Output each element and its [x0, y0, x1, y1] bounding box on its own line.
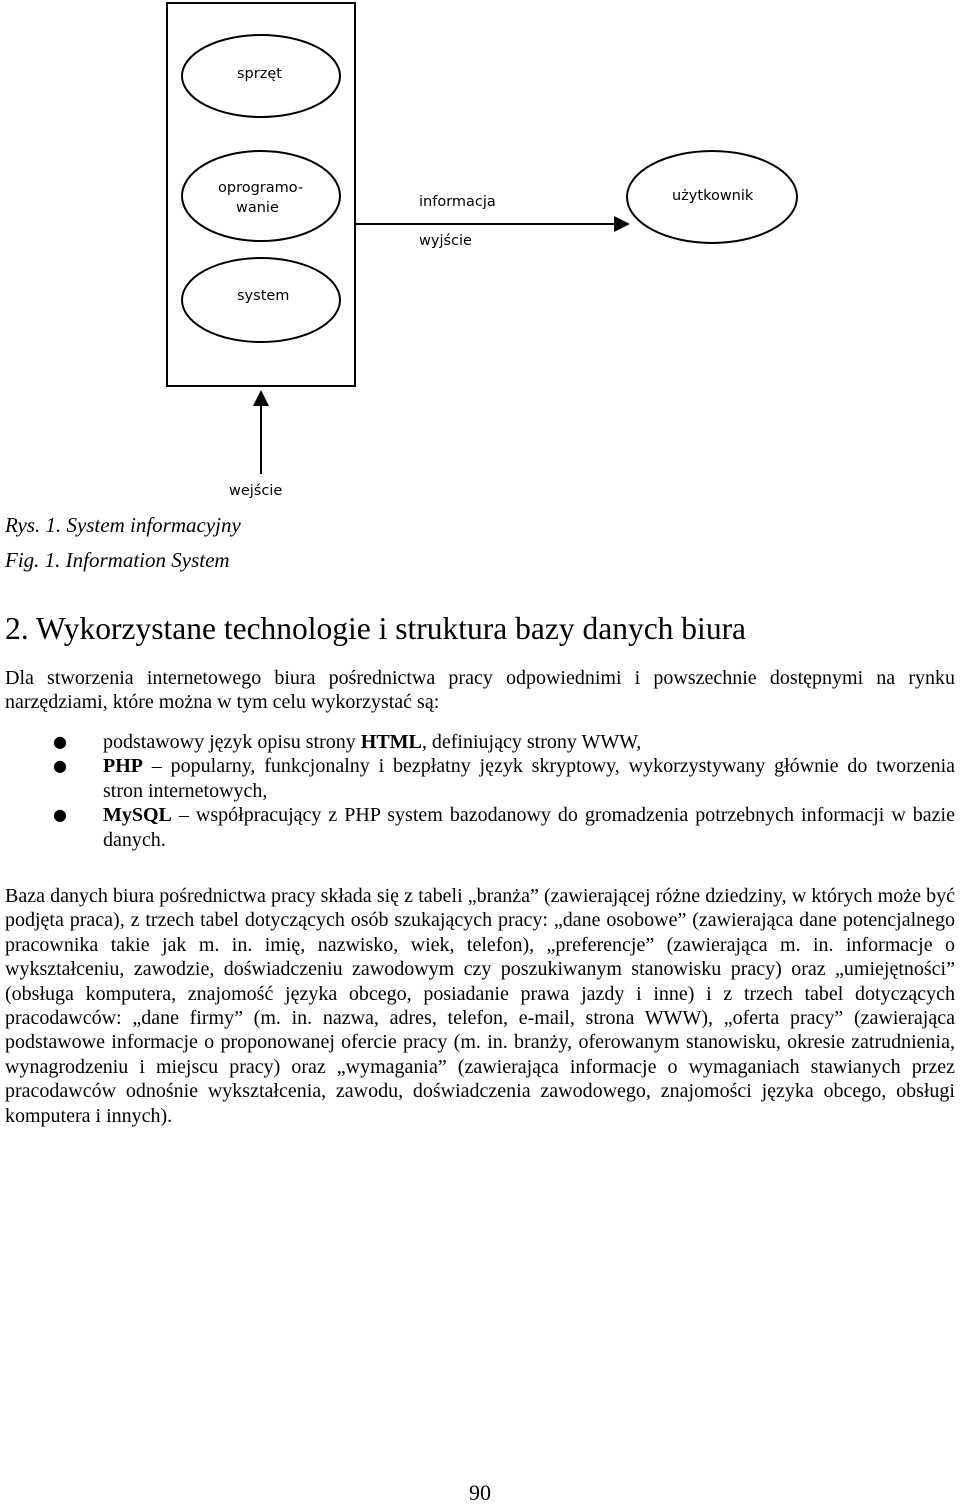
list-item-html: ● podstawowy język opisu strony HTML, definiujący strony WWW,	[53, 731, 642, 753]
figure-caption-pl: Rys. 1. System informacyjny	[5, 513, 241, 537]
arrowhead-right-icon	[614, 216, 630, 232]
list-item-php: ● PHP – popularny, funkcjonalny i bezpłatny język skryptowy, wykorzystywany głównie do tworzenia stron internetowych,	[53, 755, 955, 802]
hardware-label: sprzęt	[237, 66, 282, 82]
bullet-icon: ●	[53, 732, 67, 751]
software-label-line2: wanie	[236, 200, 279, 216]
section-heading: 2. Wykorzystane technologie i struktura bazy danych biura	[5, 611, 747, 646]
software-ellipse	[182, 151, 340, 241]
bullet-icon: ●	[53, 756, 67, 776]
list-item-mysql: ● MySQL – współpracujący z PHP system bazodanowy do gromadzenia potrzebnych informacji w bazie danych.	[53, 804, 955, 851]
technology-list	[5, 730, 955, 852]
page-number: 90	[469, 1480, 491, 1505]
arrowhead-up-icon	[253, 390, 269, 406]
user-label: użytkownik	[672, 188, 754, 204]
information-system-diagram	[0, 0, 960, 510]
intro-paragraph: Dla stworzenia internetowego biura pośrednictwa pracy odpowiednimi i powszechnie dostępnymi na rynku narzędziami, które można w tym celu wykorzystać są:	[5, 667, 955, 714]
information-label: informacja	[419, 194, 496, 210]
body-paragraph: Baza danych biura pośrednictwa pracy składa się z tabeli „branża” (zawierającej różne dziedziny, w których może być podjęta praca), z trzech tabel dotyczących osób szukających pracy: „dane osobowe” (zawierająca dane potencjalnego pracownika takie jak m. in. imię, nazwisko, wiek, telefon), „preferencje” (zawierająca m. in. informacje o wykształceniu, zawodzie, doświadczeniu zawodowym czy poszukiwanym stanowisku pracy) oraz „umiejętności” (obsługa komputera, znajomość języka obcego, posiadanie prawa jazdy i inne) i z trzech tabel dotyczących pracodawców: „dane firmy” (m. in. nazwa, adres, telefon, e-mail, strona WWW), „oferta pracy” (zawierająca podstawowe informacje o proponowanej ofercie pracy (m. in. branży, oferowanym stanowisku, okresie zatrudnienia, wynagrodzeniu i miejscu pracy) oraz „wymagania” (zawierająca informacje o wymaganiach stawianych przez pracodawców odnośnie wykształcenia, zawodu, doświadczenia zawodowego, znajomości języka obcego, obsługi komputera i innych).	[5, 885, 955, 1127]
bullet-icon: ●	[53, 805, 67, 825]
system-label: system	[237, 288, 290, 304]
figure-caption-en: Fig. 1. Information System	[5, 548, 230, 572]
input-label: wejście	[229, 483, 283, 499]
software-label-line1: oprogramo-	[218, 180, 304, 196]
output-label: wyjście	[419, 233, 472, 249]
